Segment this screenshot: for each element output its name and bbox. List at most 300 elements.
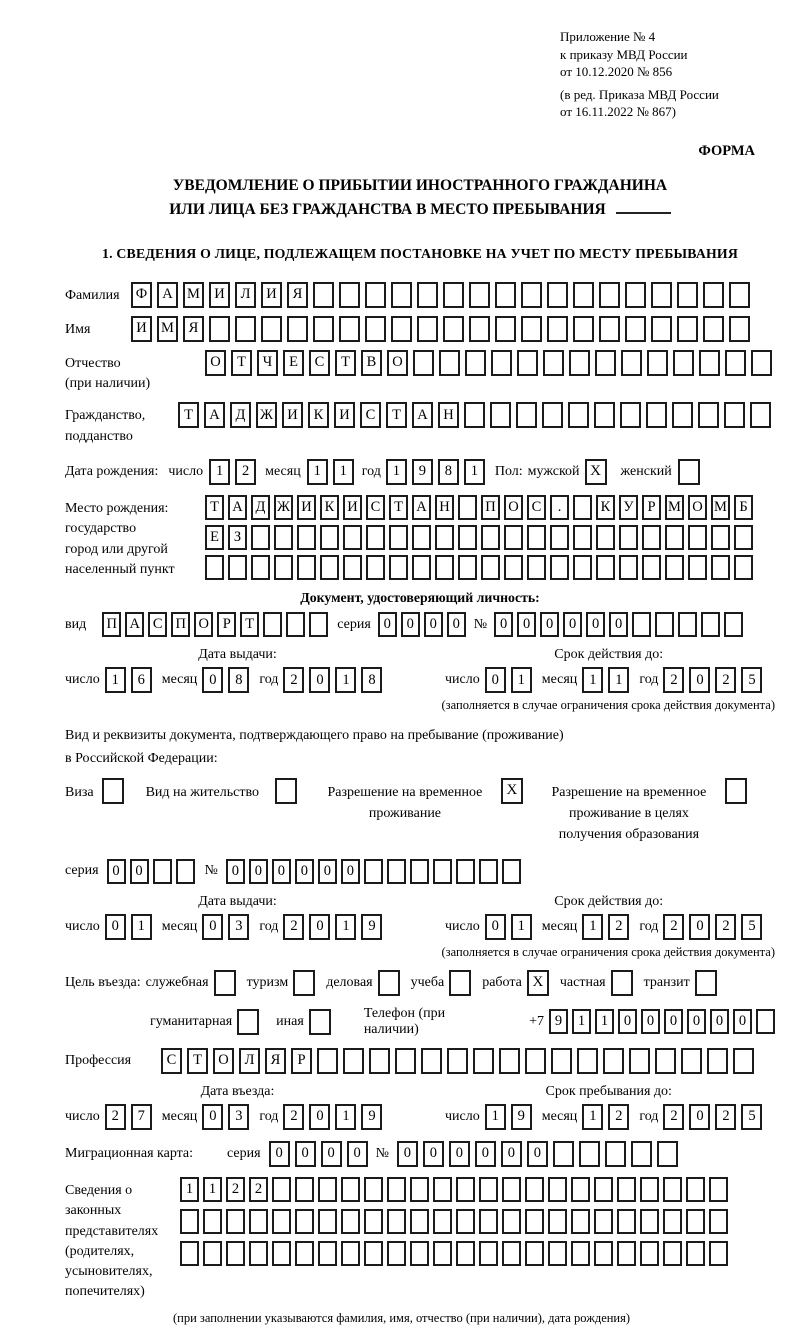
char-cell[interactable] (366, 525, 385, 550)
char-cell[interactable]: 0 (309, 914, 330, 940)
char-cell[interactable] (443, 316, 464, 342)
char-cell[interactable]: А (412, 402, 433, 428)
char-cell[interactable] (410, 1209, 429, 1234)
char-cell[interactable]: К (320, 495, 339, 520)
char-cell[interactable]: Н (435, 495, 454, 520)
char-cell[interactable]: 0 (501, 1141, 522, 1167)
char-cell[interactable] (621, 350, 642, 376)
char-cell[interactable]: 9 (361, 1104, 382, 1130)
char-cell[interactable]: 5 (741, 667, 762, 693)
char-cell[interactable] (435, 555, 454, 580)
char-cell[interactable] (525, 1241, 544, 1266)
char-cell[interactable] (543, 350, 564, 376)
char-cell[interactable] (153, 859, 172, 884)
char-cell[interactable]: 1 (335, 667, 356, 693)
char-cell[interactable] (456, 859, 475, 884)
char-cell[interactable]: 1 (335, 1104, 356, 1130)
char-cell[interactable]: 0 (710, 1009, 729, 1034)
char-cell[interactable]: А (412, 495, 431, 520)
char-cell[interactable] (295, 1241, 314, 1266)
char-cell[interactable] (176, 859, 195, 884)
char-cell[interactable] (249, 1209, 268, 1234)
char-cell[interactable]: 0 (475, 1141, 496, 1167)
char-cell[interactable] (651, 316, 672, 342)
char-cell[interactable] (479, 1241, 498, 1266)
char-cell[interactable] (410, 1241, 429, 1266)
char-cell[interactable]: Л (235, 282, 256, 308)
purpose-chastnaya-checkbox[interactable] (611, 970, 633, 996)
char-cell[interactable] (205, 555, 224, 580)
char-cell[interactable]: 9 (511, 1104, 532, 1130)
char-cell[interactable] (295, 1177, 314, 1202)
char-cell[interactable]: С (309, 350, 330, 376)
char-cell[interactable]: 0 (347, 1141, 368, 1167)
char-cell[interactable]: . (550, 495, 569, 520)
char-cell[interactable] (364, 1177, 383, 1202)
char-cell[interactable]: 1 (307, 459, 328, 485)
char-cell[interactable] (287, 316, 308, 342)
char-cell[interactable] (655, 612, 674, 637)
char-cell[interactable] (703, 316, 724, 342)
char-cell[interactable]: З (228, 525, 247, 550)
char-cell[interactable] (317, 1048, 338, 1074)
char-cell[interactable] (341, 1177, 360, 1202)
char-cell[interactable] (521, 316, 542, 342)
char-cell[interactable]: 1 (511, 667, 532, 693)
char-cell[interactable] (364, 859, 383, 884)
char-cell[interactable] (709, 1209, 728, 1234)
char-cell[interactable] (640, 1177, 659, 1202)
char-cell[interactable] (410, 859, 429, 884)
char-cell[interactable]: И (261, 282, 282, 308)
char-cell[interactable] (709, 1177, 728, 1202)
char-cell[interactable] (605, 1141, 626, 1167)
char-cell[interactable] (439, 350, 460, 376)
char-cell[interactable] (525, 1209, 544, 1234)
char-cell[interactable] (387, 1209, 406, 1234)
temp-residence-education-checkbox[interactable] (725, 778, 747, 804)
char-cell[interactable] (481, 525, 500, 550)
char-cell[interactable] (632, 612, 651, 637)
char-cell[interactable]: С (161, 1048, 182, 1074)
char-cell[interactable] (387, 1241, 406, 1266)
char-cell[interactable] (617, 1177, 636, 1202)
char-cell[interactable] (433, 859, 452, 884)
char-cell[interactable]: 0 (485, 914, 506, 940)
char-cell[interactable]: С (366, 495, 385, 520)
char-cell[interactable] (625, 282, 646, 308)
char-cell[interactable]: 0 (107, 859, 126, 884)
char-cell[interactable]: С (148, 612, 167, 637)
char-cell[interactable] (699, 350, 720, 376)
visa-checkbox[interactable] (102, 778, 124, 804)
char-cell[interactable]: Я (265, 1048, 286, 1074)
char-cell[interactable] (686, 1241, 705, 1266)
char-cell[interactable]: 1 (572, 1009, 591, 1034)
char-cell[interactable]: Т (240, 612, 259, 637)
char-cell[interactable] (341, 1209, 360, 1234)
char-cell[interactable]: 0 (517, 612, 536, 637)
char-cell[interactable] (458, 555, 477, 580)
char-cell[interactable] (677, 282, 698, 308)
char-cell[interactable] (313, 316, 334, 342)
char-cell[interactable] (343, 525, 362, 550)
char-cell[interactable]: 1 (209, 459, 230, 485)
char-cell[interactable] (364, 1209, 383, 1234)
char-cell[interactable] (251, 525, 270, 550)
char-cell[interactable] (663, 1209, 682, 1234)
char-cell[interactable]: Р (291, 1048, 312, 1074)
char-cell[interactable]: 0 (485, 667, 506, 693)
char-cell[interactable] (391, 282, 412, 308)
char-cell[interactable] (577, 1048, 598, 1074)
char-cell[interactable] (703, 282, 724, 308)
char-cell[interactable] (447, 1048, 468, 1074)
char-cell[interactable]: 9 (361, 914, 382, 940)
char-cell[interactable] (272, 1177, 291, 1202)
char-cell[interactable]: 1 (511, 914, 532, 940)
char-cell[interactable]: 3 (228, 914, 249, 940)
char-cell[interactable]: П (102, 612, 121, 637)
char-cell[interactable] (318, 1209, 337, 1234)
char-cell[interactable] (320, 525, 339, 550)
char-cell[interactable]: 1 (608, 667, 629, 693)
char-cell[interactable]: 0 (249, 859, 268, 884)
char-cell[interactable] (617, 1209, 636, 1234)
char-cell[interactable] (571, 1177, 590, 1202)
char-cell[interactable] (456, 1241, 475, 1266)
char-cell[interactable] (620, 402, 641, 428)
char-cell[interactable] (479, 1177, 498, 1202)
char-cell[interactable] (594, 402, 615, 428)
char-cell[interactable] (417, 282, 438, 308)
char-cell[interactable] (209, 316, 230, 342)
char-cell[interactable]: 0 (378, 612, 397, 637)
char-cell[interactable] (502, 1241, 521, 1266)
char-cell[interactable] (709, 1241, 728, 1266)
char-cell[interactable] (569, 350, 590, 376)
char-cell[interactable]: А (157, 282, 178, 308)
char-cell[interactable]: Т (231, 350, 252, 376)
char-cell[interactable] (516, 402, 537, 428)
char-cell[interactable] (688, 555, 707, 580)
char-cell[interactable] (599, 316, 620, 342)
char-cell[interactable]: Ч (257, 350, 278, 376)
char-cell[interactable] (272, 1209, 291, 1234)
char-cell[interactable] (320, 555, 339, 580)
char-cell[interactable] (369, 1048, 390, 1074)
char-cell[interactable] (456, 1177, 475, 1202)
char-cell[interactable] (263, 612, 282, 637)
char-cell[interactable] (469, 282, 490, 308)
char-cell[interactable]: И (297, 495, 316, 520)
char-cell[interactable]: 1 (464, 459, 485, 485)
char-cell[interactable]: 2 (715, 667, 736, 693)
char-cell[interactable] (339, 282, 360, 308)
char-cell[interactable]: 0 (527, 1141, 548, 1167)
char-cell[interactable] (433, 1177, 452, 1202)
char-cell[interactable]: 0 (295, 859, 314, 884)
char-cell[interactable]: 0 (202, 914, 223, 940)
char-cell[interactable] (734, 525, 753, 550)
char-cell[interactable] (502, 1177, 521, 1202)
char-cell[interactable]: И (334, 402, 355, 428)
char-cell[interactable]: 1 (386, 459, 407, 485)
char-cell[interactable]: 0 (309, 667, 330, 693)
purpose-gumanitarnaya-checkbox[interactable] (237, 1009, 259, 1035)
char-cell[interactable]: Б (734, 495, 753, 520)
char-cell[interactable] (673, 350, 694, 376)
char-cell[interactable] (599, 282, 620, 308)
char-cell[interactable]: 2 (283, 667, 304, 693)
char-cell[interactable] (499, 1048, 520, 1074)
char-cell[interactable] (619, 525, 638, 550)
char-cell[interactable] (456, 1209, 475, 1234)
char-cell[interactable]: Т (389, 495, 408, 520)
char-cell[interactable]: Д (251, 495, 270, 520)
char-cell[interactable]: Т (386, 402, 407, 428)
char-cell[interactable] (548, 1241, 567, 1266)
char-cell[interactable] (389, 555, 408, 580)
char-cell[interactable]: С (360, 402, 381, 428)
char-cell[interactable] (594, 1241, 613, 1266)
char-cell[interactable] (640, 1241, 659, 1266)
char-cell[interactable]: Т (205, 495, 224, 520)
char-cell[interactable] (573, 495, 592, 520)
char-cell[interactable] (251, 555, 270, 580)
char-cell[interactable] (491, 350, 512, 376)
char-cell[interactable]: 1 (582, 914, 603, 940)
char-cell[interactable] (502, 1209, 521, 1234)
char-cell[interactable]: П (481, 495, 500, 520)
char-cell[interactable]: А (204, 402, 225, 428)
char-cell[interactable] (594, 1209, 613, 1234)
char-cell[interactable] (433, 1241, 452, 1266)
char-cell[interactable]: 2 (663, 667, 684, 693)
char-cell[interactable]: 0 (424, 612, 443, 637)
char-cell[interactable]: О (387, 350, 408, 376)
char-cell[interactable]: О (504, 495, 523, 520)
char-cell[interactable]: Р (642, 495, 661, 520)
char-cell[interactable] (180, 1209, 199, 1234)
purpose-ucheba-checkbox[interactable] (449, 970, 471, 996)
char-cell[interactable]: 3 (228, 1104, 249, 1130)
char-cell[interactable]: С (527, 495, 546, 520)
char-cell[interactable] (665, 525, 684, 550)
char-cell[interactable]: 2 (283, 1104, 304, 1130)
char-cell[interactable] (573, 282, 594, 308)
char-cell[interactable] (465, 350, 486, 376)
char-cell[interactable] (521, 282, 542, 308)
char-cell[interactable] (625, 316, 646, 342)
char-cell[interactable]: 2 (715, 1104, 736, 1130)
char-cell[interactable] (365, 282, 386, 308)
char-cell[interactable]: 2 (663, 914, 684, 940)
char-cell[interactable] (550, 555, 569, 580)
char-cell[interactable]: Ф (131, 282, 152, 308)
char-cell[interactable]: У (619, 495, 638, 520)
char-cell[interactable]: О (688, 495, 707, 520)
char-cell[interactable]: 2 (235, 459, 256, 485)
char-cell[interactable] (339, 316, 360, 342)
char-cell[interactable]: 0 (401, 612, 420, 637)
char-cell[interactable] (295, 1209, 314, 1234)
char-cell[interactable]: А (228, 495, 247, 520)
char-cell[interactable] (412, 525, 431, 550)
char-cell[interactable]: 2 (249, 1177, 268, 1202)
char-cell[interactable] (261, 316, 282, 342)
char-cell[interactable] (619, 555, 638, 580)
char-cell[interactable] (309, 612, 328, 637)
char-cell[interactable]: И (131, 316, 152, 342)
residence-permit-checkbox[interactable] (275, 778, 297, 804)
char-cell[interactable] (313, 282, 334, 308)
char-cell[interactable]: Ж (274, 495, 293, 520)
char-cell[interactable]: О (194, 612, 213, 637)
char-cell[interactable] (542, 402, 563, 428)
char-cell[interactable] (286, 612, 305, 637)
char-cell[interactable] (596, 525, 615, 550)
char-cell[interactable] (686, 1209, 705, 1234)
char-cell[interactable]: 0 (318, 859, 337, 884)
char-cell[interactable] (389, 525, 408, 550)
char-cell[interactable]: А (125, 612, 144, 637)
char-cell[interactable]: Н (438, 402, 459, 428)
char-cell[interactable] (547, 316, 568, 342)
char-cell[interactable]: О (205, 350, 226, 376)
char-cell[interactable] (594, 1177, 613, 1202)
char-cell[interactable]: 0 (295, 1141, 316, 1167)
char-cell[interactable]: И (209, 282, 230, 308)
char-cell[interactable] (631, 1141, 652, 1167)
char-cell[interactable]: 2 (105, 1104, 126, 1130)
char-cell[interactable] (751, 350, 772, 376)
char-cell[interactable] (495, 282, 516, 308)
char-cell[interactable] (366, 555, 385, 580)
char-cell[interactable]: 0 (447, 612, 466, 637)
purpose-delovaya-checkbox[interactable] (378, 970, 400, 996)
char-cell[interactable]: 8 (228, 667, 249, 693)
purpose-tranzit-checkbox[interactable] (695, 970, 717, 996)
char-cell[interactable] (443, 282, 464, 308)
char-cell[interactable]: Е (283, 350, 304, 376)
char-cell[interactable]: М (665, 495, 684, 520)
char-cell[interactable]: 0 (321, 1141, 342, 1167)
char-cell[interactable] (617, 1241, 636, 1266)
char-cell[interactable] (724, 402, 745, 428)
char-cell[interactable] (548, 1209, 567, 1234)
char-cell[interactable] (473, 1048, 494, 1074)
char-cell[interactable] (711, 525, 730, 550)
char-cell[interactable] (553, 1141, 574, 1167)
char-cell[interactable] (756, 1009, 775, 1034)
char-cell[interactable]: 0 (130, 859, 149, 884)
char-cell[interactable]: Д (230, 402, 251, 428)
char-cell[interactable]: М (183, 282, 204, 308)
char-cell[interactable] (573, 525, 592, 550)
char-cell[interactable] (647, 350, 668, 376)
purpose-rabota-checkbox[interactable]: X (527, 970, 549, 996)
char-cell[interactable]: 7 (131, 1104, 152, 1130)
char-cell[interactable]: Л (239, 1048, 260, 1074)
char-cell[interactable] (391, 316, 412, 342)
char-cell[interactable] (548, 1177, 567, 1202)
char-cell[interactable]: 0 (641, 1009, 660, 1034)
char-cell[interactable]: Т (335, 350, 356, 376)
char-cell[interactable] (341, 1241, 360, 1266)
char-cell[interactable] (688, 525, 707, 550)
char-cell[interactable]: 6 (131, 667, 152, 693)
char-cell[interactable]: 9 (412, 459, 433, 485)
char-cell[interactable]: 0 (423, 1141, 444, 1167)
char-cell[interactable]: 1 (582, 1104, 603, 1130)
char-cell[interactable] (550, 525, 569, 550)
char-cell[interactable] (655, 1048, 676, 1074)
char-cell[interactable] (672, 402, 693, 428)
char-cell[interactable]: 5 (741, 914, 762, 940)
char-cell[interactable] (547, 282, 568, 308)
char-cell[interactable] (364, 1241, 383, 1266)
char-cell[interactable] (651, 282, 672, 308)
char-cell[interactable] (479, 1209, 498, 1234)
purpose-inaya-checkbox[interactable] (309, 1009, 331, 1035)
sex-female-checkbox[interactable] (678, 459, 700, 485)
char-cell[interactable]: Т (187, 1048, 208, 1074)
char-cell[interactable]: 1 (595, 1009, 614, 1034)
char-cell[interactable] (698, 402, 719, 428)
char-cell[interactable] (504, 555, 523, 580)
char-cell[interactable] (724, 612, 743, 637)
char-cell[interactable]: 1 (180, 1177, 199, 1202)
char-cell[interactable] (203, 1241, 222, 1266)
char-cell[interactable] (343, 555, 362, 580)
char-cell[interactable]: 0 (494, 612, 513, 637)
char-cell[interactable] (646, 402, 667, 428)
char-cell[interactable]: 0 (540, 612, 559, 637)
char-cell[interactable]: М (711, 495, 730, 520)
char-cell[interactable] (365, 316, 386, 342)
char-cell[interactable] (504, 525, 523, 550)
char-cell[interactable] (435, 525, 454, 550)
char-cell[interactable] (481, 555, 500, 580)
char-cell[interactable]: 0 (689, 1104, 710, 1130)
char-cell[interactable] (750, 402, 771, 428)
char-cell[interactable]: Я (287, 282, 308, 308)
char-cell[interactable]: 2 (226, 1177, 245, 1202)
char-cell[interactable]: 2 (608, 1104, 629, 1130)
char-cell[interactable]: 0 (397, 1141, 418, 1167)
char-cell[interactable]: М (157, 316, 178, 342)
char-cell[interactable] (596, 555, 615, 580)
char-cell[interactable] (678, 612, 697, 637)
char-cell[interactable] (657, 1141, 678, 1167)
char-cell[interactable] (318, 1177, 337, 1202)
char-cell[interactable] (525, 1048, 546, 1074)
char-cell[interactable]: 1 (582, 667, 603, 693)
char-cell[interactable] (297, 555, 316, 580)
char-cell[interactable]: 0 (272, 859, 291, 884)
char-cell[interactable] (579, 1141, 600, 1167)
char-cell[interactable] (228, 555, 247, 580)
char-cell[interactable] (318, 1241, 337, 1266)
char-cell[interactable] (733, 1048, 754, 1074)
char-cell[interactable]: 0 (689, 667, 710, 693)
char-cell[interactable]: И (282, 402, 303, 428)
char-cell[interactable]: 2 (283, 914, 304, 940)
char-cell[interactable]: 2 (608, 914, 629, 940)
char-cell[interactable]: 1 (131, 914, 152, 940)
char-cell[interactable] (701, 612, 720, 637)
